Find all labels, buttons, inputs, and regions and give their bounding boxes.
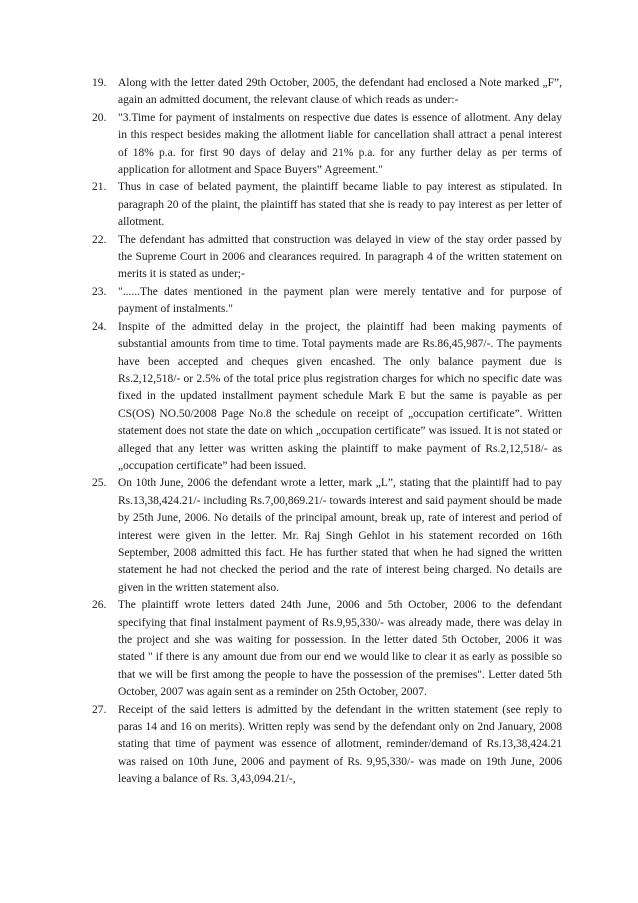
paragraph-23 [92, 284, 562, 319]
paragraph-number: 19. [92, 77, 107, 89]
paragraph-number: 21. [92, 181, 107, 194]
paragraph-26 [92, 597, 562, 701]
paragraph-text: Inspite of the admitted delay in the project, the plaintiff had been making payments of substantial amounts from time to time. Total payments made are Rs.86,45,987/-. The payments have been accepted and cheques given encashed. The only balance payment due is Rs.2,12,518/- or 2.5% of the total price plus registration charges for which no specific date was fixed in the updated installment payment schedule Mark E but the same is payable as per CS(OS) NO.50/2008 Page No.8 the schedule on receipt of „occupation certificate”. Written statement does not state the date on which „occupation certificate” was issued. It is not stated or alleged that any letter was written asking the plaintiff to make payment of Rs.2,12,518/- as „occupation certificate” had been issued. [118, 320, 562, 472]
paragraph-25 [92, 475, 562, 597]
paragraph-19 [92, 75, 562, 110]
paragraph-text: Thus in case of belated payment, the plaintiff became liable to pay interest as stipulated. In paragraph 20 of the plaint, the plaintiff has stated that she is ready to pay interest as per letter of allotment. [118, 181, 562, 229]
paragraph-text: "3.Time for payment of instalments on respective due dates is essence of allotment. Any delay in this respect besides making the allotment liable for cancellation shall attract a penal interest of 18% p.a. for first 90 days of delay and 21% p.a. for any further delay as per terms of application for allotment and Space Buyers‟ Agreement." [118, 111, 562, 177]
paragraph-27 [92, 702, 562, 789]
paragraph-number: 24. [92, 320, 107, 333]
paragraph-text: "......The dates mentioned in the payment plan were merely tentative and for purpose of payment of instalments." [118, 285, 562, 316]
paragraph-20 [92, 110, 562, 180]
paragraph-24 [92, 319, 562, 476]
paragraph-text: The defendant has admitted that construction was delayed in view of the stay order passed by the Supreme Court in 2006 and clearances required. In paragraph 4 of the written statement on merits it is stated as under;- [118, 233, 562, 281]
paragraph-number: 20. [92, 111, 107, 124]
paragraph-number: 23. [92, 285, 107, 298]
paragraph-number: 22. [92, 233, 107, 246]
numbered-paragraph-list [92, 75, 562, 789]
paragraph-text: Along with the letter dated 29th October, 2005, the defendant had enclosed a Note marked „F”, again an admitted document, the relevant clause of which reads as under:- [118, 77, 562, 107]
paragraph-number: 26. [92, 599, 107, 612]
paragraph-number: 25. [92, 477, 107, 490]
paragraph-text: The plaintiff wrote letters dated 24th June, 2006 and 5th October, 2006 to the defendant specifying that final instalment payment of Rs.9,95,330/- was already made, there was delay in the project and she was waiting for possession. In the letter dated 5th October, 2006 it was stated " if there is any amount due from our end we would like to clear it as early as possible so that we will be first among the people to have the possession of the premises". Letter dated 5th October, 2007 was again sent as a reminder on 25th October, 2007. [118, 599, 562, 699]
paragraph-number: 27. [92, 703, 107, 716]
paragraph-22 [92, 232, 562, 284]
paragraph-text: Receipt of the said letters is admitted by the defendant in the written statement (see reply to paras 14 and 16 on merits). Written reply was send by the defendant only on 2nd January, 2008 stating that time of payment was essence of allotment, reminder/demand of Rs.13,38,424.21 was raised on 10th June, 2006 and payment of Rs. 9,95,330/- was made on 19th June, 2006 leaving a balance of Rs. 3,43,094.21/-, [118, 703, 562, 786]
paragraph-21 [92, 179, 562, 231]
paragraph-text: On 10th June, 2006 the defendant wrote a letter, mark „L”, stating that the plaintiff had to pay Rs.13,38,424.21/- including Rs.7,00,869.21/- towards interest and said payment should be made by 25th June, 2006. No details of the principal amount, break up, rate of interest and period of interest were given in the letter. Mr. Raj Singh Gehlot in his statement recorded on 16th September, 2008 admitted this fact. He has further stated that when he had signed the written statement he had not checked the period and the rate of interest being charged. No details are given in the written statement also. [118, 477, 562, 594]
